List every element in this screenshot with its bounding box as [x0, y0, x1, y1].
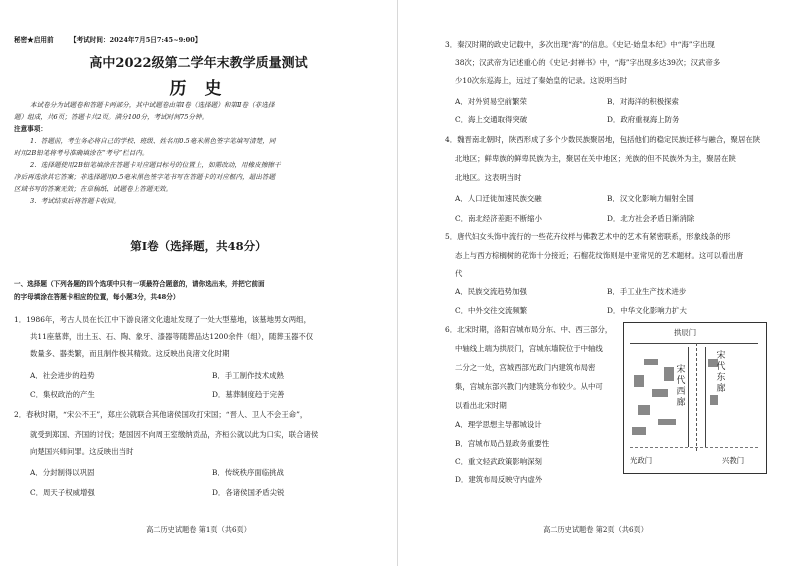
q6-option-c[interactable]: C．重文轻武政策影响深刻: [455, 457, 542, 466]
note-line-1: 1．答题前，考生务必将自己的学校、班级、姓名用0.5毫米黑色签字笔填写清楚，同: [30, 137, 276, 145]
q6-stem-2: 中轴线上端为拱辰门，宫城东墙院位于中轴线: [455, 344, 603, 353]
map-building: [638, 405, 650, 415]
note-line-6: 3．考试结束后将答题卡收回。: [30, 197, 120, 205]
q5-option-a[interactable]: A．民族交流趋势加强: [455, 287, 527, 296]
q6-option-a[interactable]: A．理学思想主导都城设计: [455, 420, 542, 429]
q1-stem-3: 数量多、器类繁，而且制作极其精致。这反映出良渚文化时期: [30, 349, 230, 358]
q2-stem-3: 向楚国兴师问罪。这反映出当时: [30, 447, 134, 456]
q1-option-a[interactable]: A．社会进步的趋势: [30, 371, 95, 380]
q5-option-c[interactable]: C．中外交往交流频繁: [455, 306, 528, 315]
q2-option-d[interactable]: D．各诸侯国矛盾尖锐: [212, 488, 285, 497]
page-footer-1: 高二历史试题卷 第1页（共6页）: [146, 525, 251, 534]
map-label-west-corridor: 宋代西廊: [676, 365, 686, 408]
q3-stem-2: 38次；汉武帝为记述重心的《史记·封禅书》中，“海”字出现多达39次；汉武帝多: [455, 58, 721, 67]
exam-page-2: [397, 0, 794, 566]
q3-option-a[interactable]: A．对外贸易空前繁荣: [455, 97, 527, 106]
q4-stem-2: 北地区；鲜卑族的鲜卑民族为主，聚居在关中地区；羌族的但不民族外为主，聚居在陕: [455, 154, 736, 163]
q3-stem-3: 少10次东巡海上，远过了秦始皇的记录。这说明当时: [455, 76, 628, 85]
subject-title: 历 史: [169, 79, 228, 99]
q6-stem-3: 二分之一处，宫城西部光政门内建筑布局密: [455, 363, 596, 372]
part-heading-2: 的字母填涂在答题卡相应的位置，每小题3分，共48分）: [14, 293, 180, 301]
map-label-top-gate: 拱辰门: [674, 328, 697, 337]
q3-option-b[interactable]: B．对海洋的积极探索: [607, 97, 679, 106]
q3-option-d[interactable]: D．政府重视海上防务: [607, 115, 680, 124]
part-heading-1: 一、选择题（下列各题的四个选项中只有一项最符合题意的，请你选出来，并把它前面: [14, 280, 265, 288]
q5-stem-3: 代: [455, 269, 463, 278]
map-building: [652, 389, 668, 397]
q3-option-c[interactable]: C．海上交通取得突破: [455, 115, 528, 124]
q1-stem-1: 1．1986年，考古人员在长江中下游良渚文化遗址发现了一处大型墓地，该墓地男女两组，: [14, 315, 311, 324]
exam-time: 【考试时间：2024年7月5日7:45~9:00】: [70, 36, 202, 44]
map-building: [710, 395, 718, 405]
map-central-axis: [696, 343, 697, 451]
map-building: [658, 419, 676, 425]
page-footer-2: 高二历史试题卷 第2页（共6页）: [543, 525, 648, 534]
map-label-guangzheng-gate: 光政门: [630, 456, 653, 465]
q2-option-c[interactable]: C．周天子权威增强: [30, 488, 95, 497]
exam-title: 高中2022级第二学年末教学质量测试: [89, 56, 308, 71]
intro-line-1: 本试卷分为试题卷和答题卡两部分，其中试题卷由第Ⅰ卷（选择题）和第Ⅱ卷（非选择: [30, 101, 275, 109]
note-line-4: 净后再选涂其它答案；非选择题用0.5毫米黑色签字笔书写在答题卡的对应框内，超出答题: [14, 173, 276, 181]
intro-line-2: 题）组成，共6页；答题卡共2页。满分100分，考试时间75分钟。: [14, 113, 209, 121]
note-line-3: 2．选择题使用2B铅笔填涂在答题卡对应题目标号的位置上，如需改动，用橡皮擦擦干: [30, 161, 281, 169]
section-title: 第Ⅰ卷（选择题，共48分）: [130, 239, 267, 253]
palace-layout-map: [623, 322, 767, 474]
map-building: [664, 367, 674, 381]
map-building: [644, 359, 658, 365]
secret-label: 秘密★启用前: [14, 36, 54, 44]
q1-option-d[interactable]: D．墓葬制度趋于完善: [212, 390, 285, 399]
q5-option-b[interactable]: B．手工业生产技术进步: [607, 287, 687, 296]
map-west-wall: [688, 347, 689, 447]
q4-stem-1: 4．魏晋南北朝时，陕西形成了多个少数民族聚居地，包括他们的稳定民族迁移与融合，聚居在陕: [445, 135, 761, 144]
q4-option-d[interactable]: D．北方社会矛盾日渐消除: [607, 214, 695, 223]
q6-stem-4: 集，宫城东部兴教门内建筑分布较少。从中可: [455, 382, 603, 391]
map-east-wall: [705, 347, 706, 447]
note-line-2: 时用2B铅笔将考号准确填涂在“考号”栏目内。: [14, 149, 149, 157]
map-label-xingjiao-gate: 兴教门: [722, 456, 745, 465]
map-label-east-corridor: 宋代东廊: [716, 351, 726, 394]
q5-stem-1: 5．唐代妇女头饰中流行的一些花卉纹样与佛教艺术中的艺术有紧密联系，形象线条的形: [445, 232, 731, 241]
q4-option-b[interactable]: B．汉文化影响力辐射全国: [607, 194, 694, 203]
map-bottom-road: [630, 447, 758, 448]
q1-option-c[interactable]: C．集权政治的产生: [30, 390, 95, 399]
notes-heading: 注意事项：: [14, 125, 47, 133]
q4-option-a[interactable]: A．人口迁徙加速民族交融: [455, 194, 542, 203]
q2-option-a[interactable]: A．分封制得以巩固: [30, 468, 95, 477]
q6-stem-1: 6．北宋时期，洛阳宫城布局分东、中、西三部分，: [445, 325, 613, 334]
note-line-5: 区域书写的答案无效；在草稿纸、试题卷上答题无效。: [14, 185, 173, 193]
q2-stem-2: 就受到郑国、齐国的讨伐；楚国因不向周王室缴纳贡品，齐桓公就以此为口实，联合诸侯: [30, 430, 319, 439]
map-building: [632, 427, 646, 435]
q6-stem-5: 以看出北宋时期: [455, 401, 507, 410]
map-top-wall: [630, 343, 758, 344]
q6-option-b[interactable]: B．宫城布局凸显政务重要性: [455, 439, 550, 448]
q3-stem-1: 3．秦汉时期的政史记载中，多次出现“海”的信息。《史记·始皇本纪》中“海”字出现: [445, 40, 715, 49]
q4-option-c[interactable]: C．南北经济差距不断缩小: [455, 214, 542, 223]
q1-option-b[interactable]: B．手工制作技术成熟: [212, 371, 284, 380]
q2-stem-1: 2．春秋时期，“宋公不王”，郑庄公就联合其他诸侯国攻打宋国；“晋人、卫人不会王命”，: [14, 410, 308, 419]
q5-option-d[interactable]: D．中华文化影响力扩大: [607, 306, 687, 315]
q4-stem-3: 北地区。这表明当时: [455, 173, 522, 182]
q1-stem-2: 共11座墓葬，出土玉、石、陶、象牙、漆器等随葬品达1200余件（组），随葬玉器不仅: [30, 332, 314, 341]
q2-option-b[interactable]: B．传统秩序面临挑战: [212, 468, 284, 477]
q5-stem-2: 态上与西方棕榈树的花饰十分接近；石榴花纹饰则是中亚常见的艺术题材。这可以看出唐: [455, 251, 744, 260]
map-building: [634, 375, 644, 387]
q6-option-d[interactable]: D．建筑布局反映守内虚外: [455, 475, 543, 484]
